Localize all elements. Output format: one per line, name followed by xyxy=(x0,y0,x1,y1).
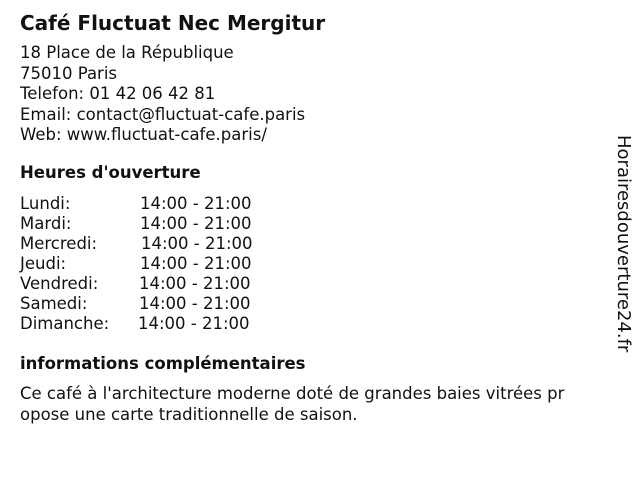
additional-info-heading: informations complémentaires xyxy=(20,354,306,373)
time-range: 14:00 - 21:00 xyxy=(139,274,251,293)
time-range: 14:00 - 21:00 xyxy=(141,234,253,253)
hours-row-wednesday xyxy=(20,234,280,254)
street-address: 18 Place de la République xyxy=(20,43,234,62)
hours-row-friday xyxy=(20,274,280,294)
time-range: 14:00 - 21:00 xyxy=(138,314,250,333)
hours-row-thursday xyxy=(20,254,280,274)
hours-row-saturday xyxy=(20,294,280,314)
city-line: 75010 Paris xyxy=(20,63,118,83)
day-label: Vendredi: xyxy=(20,274,99,293)
web-line: Web: www.fluctuat-cafe.paris/ xyxy=(20,125,267,144)
watermark-text: Horairesdouverture24.fr xyxy=(613,135,634,353)
time-range: 14:00 - 21:00 xyxy=(139,294,251,313)
hours-row-monday xyxy=(20,194,280,214)
hours-row-sunday xyxy=(20,314,280,334)
day-label: Samedi: xyxy=(20,294,88,313)
email-line: Email: contact@fluctuat-cafe.paris xyxy=(20,104,306,124)
day-label: Jeudi: xyxy=(20,254,67,273)
opening-hours-heading: Heures d'ouverture xyxy=(20,163,201,182)
time-range: 14:00 - 21:00 xyxy=(140,194,252,213)
opening-hours-table xyxy=(20,194,280,334)
day-label: Mercredi: xyxy=(20,234,98,253)
hours-row-tuesday xyxy=(20,214,280,234)
phone-line: Telefon: 01 42 06 42 81 xyxy=(20,84,216,103)
day-label: Dimanche: xyxy=(20,314,110,333)
additional-info-text xyxy=(20,383,600,425)
time-range: 14:00 - 21:00 xyxy=(140,254,252,273)
day-label: Mardi: xyxy=(20,214,72,233)
contact-block xyxy=(20,43,305,146)
description-line: Ce café à l'architecture moderne doté de grandes baies vitrées pr xyxy=(20,384,565,403)
business-name: Café Fluctuat Nec Mergitur xyxy=(20,11,326,35)
site-watermark xyxy=(612,135,636,375)
time-range: 14:00 - 21:00 xyxy=(140,214,252,233)
description-line: opose une carte traditionnelle de saison. xyxy=(20,405,358,424)
day-label: Lundi: xyxy=(20,194,71,213)
